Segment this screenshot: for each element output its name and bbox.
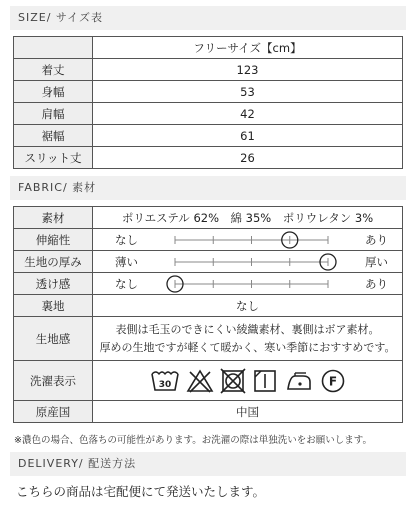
- table-row: [14, 81, 403, 103]
- delivery-text: こちらの商品は宅配便にて発送いたします。: [16, 484, 266, 499]
- thickness-left-label: 薄い: [115, 254, 138, 269]
- scale-marker: [282, 232, 298, 248]
- thickness-slider: [167, 252, 336, 272]
- table-row: [14, 317, 403, 361]
- size-value: 61: [93, 125, 403, 147]
- sheer-left-label: なし: [115, 276, 138, 291]
- origin-label: 原産国: [14, 401, 93, 423]
- size-section-header: SIZE/ サイズ表: [10, 6, 406, 30]
- dry-clean-mark: F: [328, 374, 337, 388]
- origin-value: 中国: [93, 401, 403, 423]
- material-label: 素材: [14, 207, 93, 229]
- table-row: [14, 125, 403, 147]
- feel-label: 生地感: [14, 317, 93, 361]
- feel-line-2: 厚めの生地ですが軽くて暖かく、寒い季節におすすめです。: [99, 340, 396, 354]
- no-tumble-dry-icon: [220, 368, 246, 394]
- lining-value: なし: [93, 295, 403, 317]
- feel-line-1: 表側は毛玉のできにくい綾織素材、裏側はボア素材。: [115, 322, 380, 336]
- sheer-right-label: あり: [365, 276, 388, 291]
- stretch-slider: [167, 230, 336, 250]
- sheer-scale: [93, 273, 403, 295]
- scale-marker: [320, 254, 336, 270]
- material-value: ポリエステル 62% 綿 35% ポリウレタン 3%: [93, 207, 403, 229]
- table-row: [14, 59, 403, 81]
- lining-label: 裏地: [14, 295, 93, 317]
- size-value: 53: [93, 81, 403, 103]
- table-row: [14, 229, 403, 251]
- size-label: 着丈: [14, 59, 93, 81]
- thickness-scale: [93, 251, 403, 273]
- dry-clean-f-icon: [320, 368, 346, 394]
- size-table-header: フリーサイズ【cm】: [93, 37, 403, 59]
- delivery-section-header: DELIVERY/ 配送方法: [10, 452, 406, 476]
- size-value: 26: [93, 147, 403, 169]
- size-label: スリット丈: [14, 147, 93, 169]
- table-row: [14, 251, 403, 273]
- size-label: 裾幅: [14, 125, 93, 147]
- table-row: [14, 103, 403, 125]
- line-dry-shade-icon: [252, 368, 278, 394]
- size-value: 42: [93, 103, 403, 125]
- size-label: 肩幅: [14, 103, 93, 125]
- feel-value: [93, 317, 403, 361]
- care-note: ※濃色の場合、色落ちの可能性があります。お洗濯の際は単独洗いをお願いします。: [14, 435, 372, 446]
- thickness-label: 生地の厚み: [14, 251, 93, 273]
- table-row: [14, 401, 403, 423]
- table-row: [14, 147, 403, 169]
- stretch-right-label: あり: [365, 232, 388, 247]
- size-label: 身幅: [14, 81, 93, 103]
- care-label: 洗濯表示: [14, 361, 93, 401]
- stretch-left-label: なし: [115, 232, 138, 247]
- iron-low-icon: [284, 368, 314, 394]
- stretch-scale: [93, 229, 403, 251]
- sheer-label: 透け感: [14, 273, 93, 295]
- thickness-right-label: 厚い: [365, 254, 388, 269]
- sheer-slider: [167, 274, 336, 294]
- size-value: 123: [93, 59, 403, 81]
- wash-temp-text: 30: [158, 379, 171, 390]
- size-table: [13, 36, 403, 169]
- no-bleach-icon: [186, 368, 214, 394]
- stretch-label: 伸縮性: [14, 229, 93, 251]
- scale-marker: [167, 276, 183, 292]
- fabric-table: [13, 206, 403, 423]
- size-table-corner: [14, 37, 93, 59]
- care-symbols: [93, 361, 403, 401]
- table-row: [14, 361, 403, 401]
- table-row: [14, 295, 403, 317]
- table-row: [14, 273, 403, 295]
- fabric-section-header: FABRIC/ 素材: [10, 176, 406, 200]
- table-row: [14, 207, 403, 229]
- wash-30-icon: [150, 368, 180, 394]
